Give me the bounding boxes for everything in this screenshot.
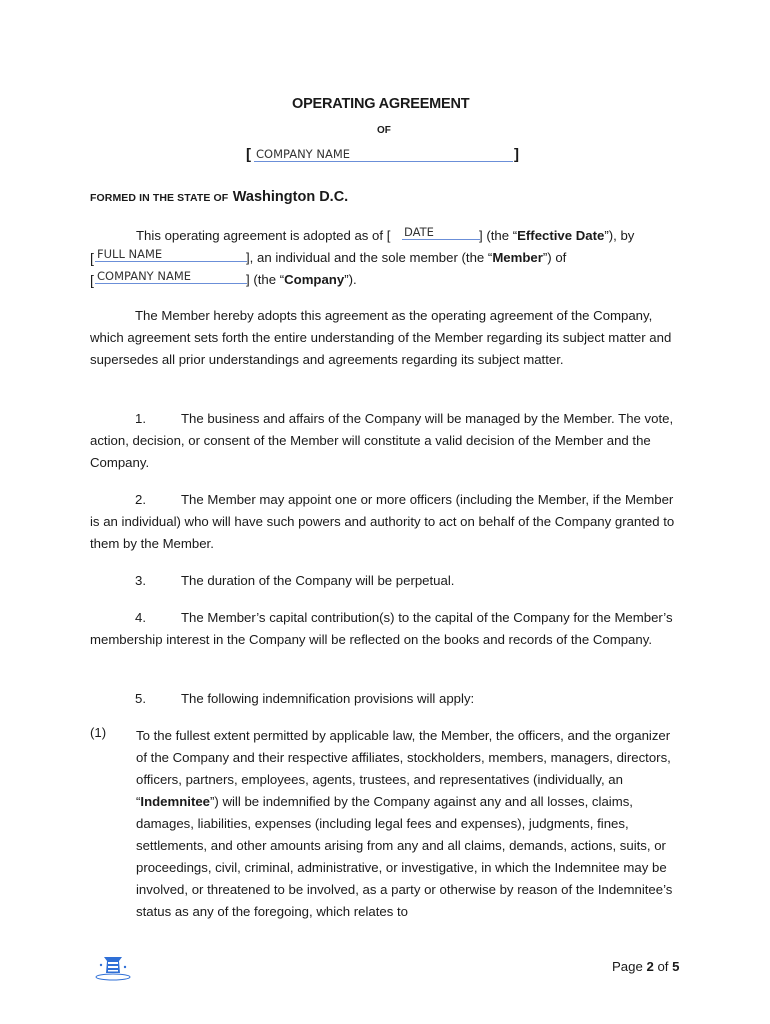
item-4-number: 4.	[135, 610, 146, 625]
item-1-text: The business and affairs of the Company will be managed by the Member. The vote, action, decision, or consent of the Member will constitute a valid decision of the Member and the Company.	[90, 411, 674, 470]
sub-item-label: (1)	[90, 725, 107, 740]
document-title: OPERATING AGREEMENT	[292, 96, 470, 112]
item-3	[90, 570, 685, 592]
intro-text-1a: This operating agreement is adopted as of [	[136, 228, 391, 243]
adoption-paragraph: The Member hereby adopts this agreement as the operating agreement of the Company, which agreement sets forth the entire understanding of the Member regarding its subject matter and supersedes all prior understandings and agreements regarding its subject matter.	[90, 308, 672, 367]
intro-text-3a: ] (the “	[246, 272, 285, 287]
item-4	[90, 607, 685, 651]
item-4-text: The Member’s capital contribution(s) to the capital of the Company for the Member’s membership interest in the Company will be reflected on the books and records of the Company.	[90, 610, 673, 647]
sub-item-text	[136, 725, 681, 923]
intro-text-1b: ] (the “	[479, 228, 518, 243]
intro-line-2	[246, 247, 566, 269]
item-5-number: 5.	[135, 691, 146, 706]
page-number	[612, 959, 679, 974]
page-of: of	[653, 959, 673, 974]
bracket-close: ]	[514, 146, 519, 163]
intro-text-3b: ”).	[344, 272, 357, 287]
item-1-number: 1.	[135, 411, 146, 426]
item-2-text: The Member may appoint one or more officers (including the Member, if the Member is an individual) who will have such powers and authority to act on behalf of the Company granted to them by the Member.	[90, 492, 675, 551]
bracket-open-2: [	[90, 250, 94, 266]
intro-line-1-end	[479, 225, 634, 247]
page-total: 5	[672, 959, 680, 974]
sub-item-text-a: To the fullest extent permitted by applicable law, the Member, the officers, and the organizer of the Company and their respective affiliates, stockholders, members, managers, directors, officers, partners, employees, agents, trustees, and representatives (individually, an “	[136, 728, 671, 809]
date-field[interactable]: DATE	[402, 225, 480, 240]
bracket-open-3: [	[90, 272, 94, 288]
item-1	[90, 408, 685, 474]
company-name-field[interactable]: COMPANY NAME	[254, 147, 513, 162]
item-3-text: The duration of the Company will be perpetual.	[181, 573, 455, 588]
intro-line-1	[136, 225, 390, 247]
member-term: Member	[492, 250, 543, 265]
page-prefix: Page	[612, 959, 647, 974]
logo-icon	[93, 951, 133, 981]
formed-heading	[90, 188, 348, 206]
item-5-text: The following indemnification provisions will apply:	[181, 691, 475, 706]
item-3-number: 3.	[135, 573, 146, 588]
indemnitee-term: Indemnitee	[140, 794, 211, 809]
item-2-number: 2.	[135, 492, 146, 507]
company-term: Company	[284, 272, 345, 287]
page-current: 2	[646, 959, 654, 974]
intro-text-1c: ”), by	[604, 228, 635, 243]
item-2	[90, 489, 685, 555]
effective-date-term: Effective Date	[517, 228, 605, 243]
sub-item-text-b: ”) will be indemnified by the Company against any and all losses, claims, damages, liabilities, expenses (including legal fees and expenses), judgments, fines, settlements, and other amounts arising from any and all claims, demands, actions, suits, or proceedings, civil, criminal, administrative, or investigative, in which the Indemnitee may be involved, or threatened to be involved, as a party or otherwise by reason of the Indemnitee’s status as any of the foregoing, which relates to	[136, 794, 673, 919]
bracket-open: [	[246, 146, 251, 163]
item-5	[90, 688, 685, 710]
intro-line-3	[246, 269, 357, 291]
company-name-field-2[interactable]: COMPANY NAME	[95, 269, 247, 284]
full-name-field[interactable]: FULL NAME	[95, 247, 247, 262]
title-of: OF	[377, 125, 391, 136]
intro-text-2a: ], an individual and the sole member (the “	[246, 250, 493, 265]
intro-text-2b: ”) of	[542, 250, 567, 265]
formed-heading-label: FORMED IN THE STATE OF	[90, 192, 229, 204]
formed-state: Washington D.C.	[232, 189, 349, 205]
